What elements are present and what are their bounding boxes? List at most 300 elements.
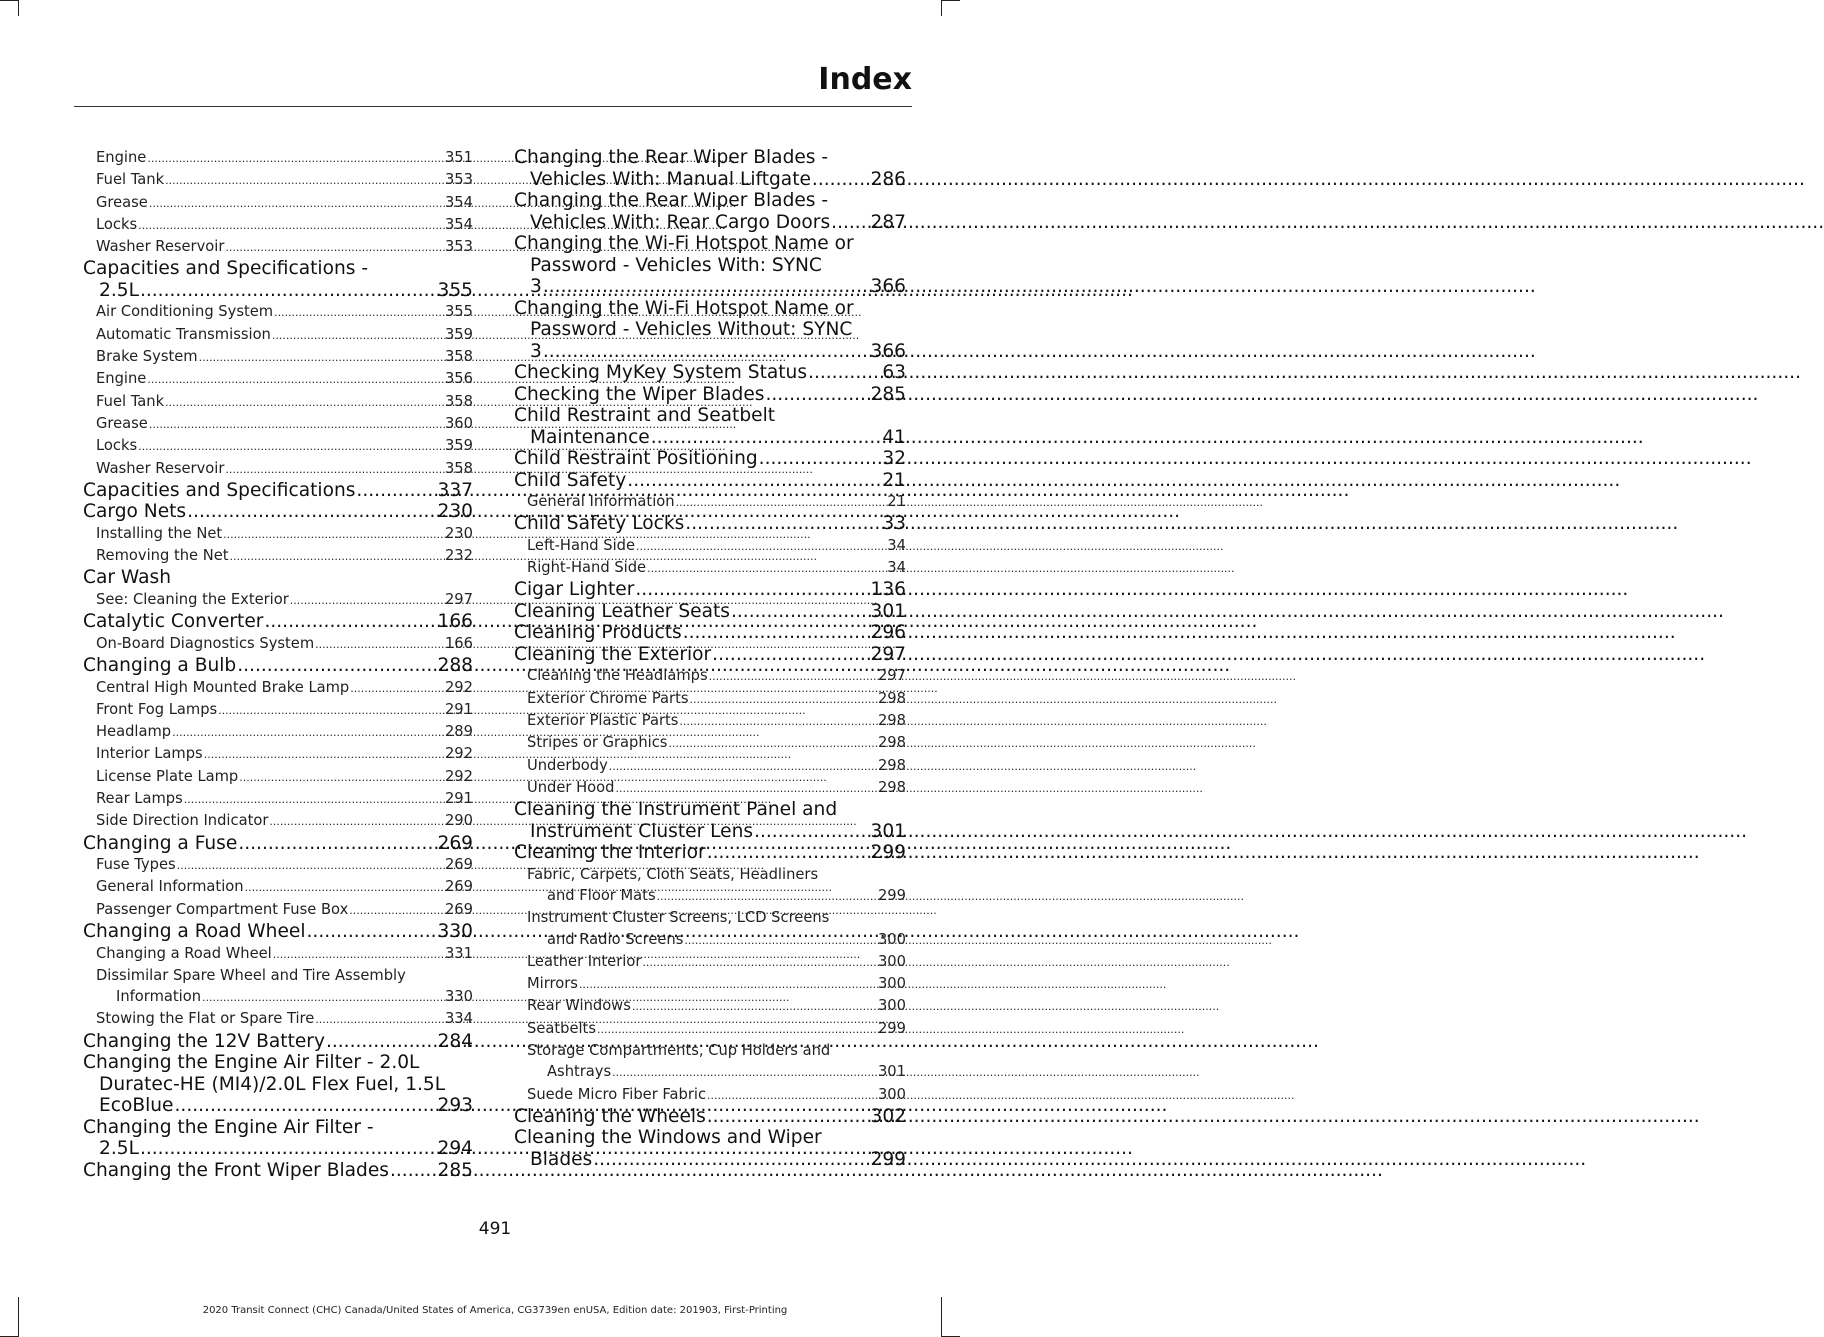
index-entry[interactable] — [83, 1031, 473, 1053]
dot-leader — [759, 448, 882, 470]
dot-leader — [627, 470, 881, 492]
entry-line — [96, 324, 473, 346]
entry-line — [96, 458, 473, 480]
page-ref: 356 — [444, 370, 473, 388]
page-ref: 299 — [877, 886, 906, 904]
dot-leader — [175, 1095, 437, 1117]
entry-line — [83, 833, 473, 855]
page-ref: 299 — [877, 1019, 906, 1037]
entry-line — [83, 501, 473, 523]
index-subentry[interactable] — [96, 169, 473, 191]
entry-title: Instrument Cluster Lens — [530, 820, 754, 842]
entry-line — [96, 413, 473, 435]
entry-title: Child Safety — [514, 469, 627, 491]
dot-leader — [597, 1018, 877, 1040]
index-column-right — [514, 147, 906, 1170]
index-entry[interactable] — [83, 921, 473, 943]
dot-leader — [202, 986, 444, 1008]
page-ref: 300 — [877, 952, 906, 970]
index-entry[interactable] — [83, 258, 473, 301]
entry-line — [527, 929, 906, 951]
page-ref: 300 — [877, 1085, 906, 1103]
index-subentry[interactable] — [96, 435, 473, 457]
page-ref: 353 — [444, 238, 473, 256]
entry-title: Engine — [96, 370, 147, 388]
dot-leader — [765, 384, 869, 406]
entry-title: Checking the Wiper Blades — [514, 383, 765, 405]
dot-leader — [350, 677, 444, 699]
dot-leader — [632, 995, 877, 1017]
entry-line — [96, 301, 473, 323]
page-ref: 285 — [437, 1159, 473, 1181]
page-ref: 298 — [877, 734, 906, 752]
crop-mark — [18, 1297, 19, 1337]
index-entry[interactable] — [514, 799, 906, 842]
page-ref: 360 — [444, 414, 473, 432]
entry-title: Engine — [96, 149, 147, 166]
index-entry[interactable] — [514, 622, 906, 644]
entry-title: Under Hood — [527, 778, 615, 796]
entry-line — [527, 885, 906, 907]
dot-leader — [808, 362, 881, 384]
dot-leader — [272, 324, 444, 346]
dot-leader — [812, 169, 870, 191]
crop-mark — [941, 1297, 942, 1337]
dot-leader — [177, 854, 444, 876]
dot-leader — [225, 236, 444, 258]
page-ref: 286 — [870, 168, 906, 190]
entry-title: Suede Micro Fiber Fabric — [527, 1085, 707, 1103]
page-ref: 166 — [437, 611, 473, 633]
dot-leader — [390, 1160, 437, 1182]
entry-title: and Radio Screens — [547, 930, 684, 948]
index-entry[interactable] — [514, 1127, 906, 1170]
page-ref: 41 — [882, 426, 906, 448]
index-subentry[interactable] — [527, 732, 906, 754]
entry-title: Central High Mounted Brake Lamp — [96, 678, 350, 696]
dot-leader — [356, 480, 436, 502]
index-entry[interactable] — [514, 362, 906, 384]
index-entry[interactable] — [514, 298, 906, 363]
index-subentry[interactable] — [96, 854, 473, 876]
entry-title-line: Dissimilar Spare Wheel and Tire Assembly — [96, 966, 406, 984]
entry-title: Underbody — [527, 756, 608, 774]
entry-title-line: Duratec-HE (MI4)/2.0L Flex Fuel, 1.5L — [99, 1073, 446, 1095]
entry-line — [96, 169, 473, 191]
entry-line — [83, 280, 473, 302]
index-subentry[interactable] — [527, 557, 906, 579]
page-ref: 300 — [877, 975, 906, 993]
dot-leader — [676, 491, 887, 513]
dot-leader — [579, 973, 877, 995]
index-entry[interactable] — [514, 190, 906, 233]
page-ref: 269 — [444, 878, 473, 896]
index-entry[interactable] — [514, 601, 906, 623]
index-subentry[interactable] — [96, 943, 473, 965]
index-subentry[interactable] — [96, 766, 473, 788]
page-ref: 296 — [870, 622, 906, 644]
index-subentry[interactable] — [96, 633, 473, 655]
entry-line — [96, 721, 473, 743]
entry-line — [96, 810, 473, 832]
page-ref: 292 — [444, 745, 473, 763]
entry-line — [96, 788, 473, 810]
dot-leader — [609, 755, 877, 777]
entry-title: Rear Lamps — [96, 790, 183, 808]
page-ref: 300 — [877, 930, 906, 948]
index-entry[interactable] — [514, 384, 906, 406]
index-subentry[interactable] — [96, 965, 473, 1009]
index-subentry[interactable] — [96, 1008, 473, 1030]
entry-line — [514, 579, 906, 601]
entry-title: EcoBlue — [99, 1095, 174, 1117]
page-ref: 351 — [444, 149, 473, 166]
entry-title: Catalytic Converter — [83, 611, 264, 633]
page-ref: 359 — [444, 325, 473, 343]
index-subentry[interactable] — [527, 1018, 906, 1040]
entry-title: Cleaning the Exterior — [514, 643, 712, 665]
entry-line — [527, 535, 906, 557]
page-ref: 291 — [444, 700, 473, 718]
index-subentry[interactable] — [96, 214, 473, 236]
entry-line — [527, 665, 906, 687]
entry-title: Changing the Front Wiper Blades — [83, 1159, 389, 1181]
dot-leader — [269, 810, 444, 832]
index-subentry[interactable] — [96, 413, 473, 435]
entry-line — [527, 732, 906, 754]
entry-line — [514, 341, 906, 363]
entry-line — [514, 384, 906, 406]
entry-line — [96, 633, 473, 655]
dot-leader — [225, 458, 444, 480]
index-subentry[interactable] — [527, 995, 906, 1017]
page-ref: 301 — [870, 600, 906, 622]
page-ref: 298 — [877, 711, 906, 729]
dot-leader — [187, 501, 436, 523]
entry-line — [96, 545, 473, 567]
page-ref: 288 — [437, 655, 473, 677]
entry-title: Removing the Net — [96, 547, 229, 565]
index-subentry[interactable] — [96, 876, 473, 898]
index-entry[interactable] — [83, 1052, 473, 1117]
index-entry[interactable] — [514, 147, 906, 190]
entry-title: See: Cleaning the Exterior — [96, 590, 289, 608]
entry-title: Fuel Tank — [96, 171, 165, 189]
entry-line — [96, 743, 473, 765]
dot-leader — [731, 601, 870, 623]
entry-line — [83, 1031, 473, 1053]
index-subentry[interactable] — [527, 864, 906, 908]
index-entry[interactable] — [514, 470, 906, 492]
page-ref: 230 — [444, 524, 473, 542]
page-ref: 63 — [882, 362, 906, 383]
entry-line — [96, 214, 473, 236]
entry-line — [96, 391, 473, 413]
entry-title: Seatbelts — [527, 1019, 596, 1037]
index-entry[interactable] — [83, 480, 473, 502]
entry-line — [527, 973, 906, 995]
entry-line — [96, 523, 473, 545]
index-subentry[interactable] — [96, 589, 473, 611]
entry-line — [514, 427, 906, 449]
index-subentry[interactable] — [527, 973, 906, 995]
page-ref: 290 — [444, 812, 473, 830]
page-ref: 355 — [444, 303, 473, 321]
entry-line — [514, 644, 906, 666]
page-ref: 269 — [444, 900, 473, 918]
entry-title: Changing a Bulb — [83, 655, 237, 677]
page-ref: 287 — [870, 211, 906, 233]
dot-leader — [642, 951, 877, 973]
page-ref: 34 — [887, 536, 906, 554]
entry-line — [96, 699, 473, 721]
dot-leader — [140, 1138, 437, 1160]
index-subentry[interactable] — [527, 777, 906, 799]
index-entry[interactable] — [514, 513, 906, 535]
index-subentry[interactable] — [96, 324, 473, 346]
page-ref: 354 — [444, 215, 473, 233]
entry-title: Changing a Road Wheel — [96, 944, 272, 962]
index-subentry[interactable] — [527, 1084, 906, 1106]
page-ref: 334 — [444, 1010, 473, 1028]
dot-leader — [635, 579, 869, 601]
index-subentry[interactable] — [96, 458, 473, 480]
entry-line — [514, 212, 906, 234]
entry-title: Fuse Types — [96, 856, 176, 874]
index-entry[interactable] — [514, 644, 906, 666]
dot-leader — [165, 169, 444, 191]
index-entry[interactable] — [83, 501, 473, 523]
index-subentry[interactable] — [527, 710, 906, 732]
index-subentry[interactable] — [527, 665, 906, 687]
entry-title: Headlamp — [96, 723, 172, 741]
crop-mark — [941, 0, 942, 16]
page-ref: 297 — [444, 590, 473, 608]
entry-title: Ashtrays — [547, 1063, 612, 1081]
index-subentry[interactable] — [527, 907, 906, 951]
dot-leader — [147, 368, 444, 390]
entry-line — [527, 710, 906, 732]
index-subentry[interactable] — [96, 346, 473, 368]
entry-title: Child Safety Locks — [514, 513, 685, 535]
entry-line — [96, 854, 473, 876]
entry-line — [96, 677, 473, 699]
entry-line — [514, 1149, 906, 1171]
entry-title: Locks — [96, 437, 138, 455]
page-ref: 353 — [444, 171, 473, 189]
entry-title-line: Changing the Rear Wiper Blades - — [514, 190, 829, 211]
page-ref: 299 — [870, 842, 906, 864]
index-entry[interactable] — [514, 448, 906, 470]
entry-title: Interior Lamps — [96, 745, 203, 763]
index-entry[interactable] — [83, 611, 473, 633]
index-subentry[interactable] — [96, 192, 473, 214]
dot-leader — [218, 699, 444, 721]
index-subentry[interactable] — [527, 688, 906, 710]
index-subentry[interactable] — [96, 810, 473, 832]
entry-title-line: Cleaning the Instrument Panel and — [514, 799, 838, 821]
entry-line — [527, 755, 906, 777]
index-subentry[interactable] — [527, 535, 906, 557]
entry-title: Stowing the Flat or Spare Tire — [96, 1010, 315, 1028]
page-ref: 166 — [444, 634, 473, 652]
dot-leader — [149, 413, 444, 435]
page-ref: 366 — [870, 276, 906, 297]
entry-title-line: Capacities and Specifications - — [83, 258, 369, 280]
page-ref: 294 — [437, 1138, 473, 1160]
entry-title: Vehicles With: Manual Liftgate — [530, 168, 811, 190]
page-ref: 269 — [437, 832, 473, 854]
dot-leader — [707, 1106, 870, 1128]
index-subentry[interactable] — [527, 755, 906, 777]
index-subentry[interactable] — [96, 788, 473, 810]
entry-title-line: Changing the Engine Air Filter - 2.0L — [83, 1052, 420, 1074]
entry-title: Stripes or Graphics — [527, 734, 668, 752]
entry-line — [83, 1095, 473, 1117]
dot-leader — [543, 341, 870, 363]
index-subentry[interactable] — [96, 368, 473, 390]
dot-leader — [685, 513, 881, 535]
entry-title: Car Wash — [83, 567, 171, 589]
entry-line — [96, 192, 473, 214]
entry-line — [96, 876, 473, 898]
index-subentry[interactable] — [96, 147, 473, 169]
page-ref: 358 — [444, 348, 473, 366]
dot-leader — [684, 929, 877, 951]
entry-title: 2.5L — [99, 1138, 139, 1160]
index-entry[interactable] — [83, 1160, 473, 1182]
entry-title: Cargo Nets — [83, 501, 187, 523]
entry-title: Left-Hand Side — [527, 536, 636, 554]
entry-line — [527, 1061, 906, 1083]
entry-line — [83, 611, 473, 633]
dot-leader — [237, 655, 436, 677]
entry-title-line: Child Restraint and Seatbelt — [514, 405, 776, 426]
dot-leader — [238, 833, 436, 855]
entry-title: Installing the Net — [96, 524, 223, 542]
dot-leader — [307, 921, 437, 943]
dot-leader — [636, 535, 886, 557]
footer-edition-info: 2020 Transit Connect (CHC) Canada/United States of America, CG3739en enUSA, Edition date: 201903, First-Printing — [202, 1305, 788, 1316]
entry-line — [514, 470, 906, 492]
index-entry[interactable] — [83, 1117, 473, 1160]
index-entry[interactable] — [83, 567, 473, 589]
entry-title: Cigar Lighter — [514, 579, 635, 601]
entry-line — [514, 448, 906, 470]
entry-title: General Information — [527, 493, 675, 510]
page-ref: 232 — [444, 547, 473, 565]
dot-leader — [147, 147, 444, 169]
page-ref: 330 — [437, 921, 473, 943]
index-entry[interactable] — [514, 405, 906, 448]
index-column-left — [83, 147, 473, 1181]
entry-line — [96, 236, 473, 258]
entry-line — [514, 362, 906, 384]
entry-title: Washer Reservoir — [96, 238, 225, 256]
index-subentry[interactable] — [96, 899, 473, 921]
entry-title: Changing a Road Wheel — [83, 921, 306, 943]
index-subentry[interactable] — [96, 301, 473, 323]
entry-title: 3 — [530, 340, 542, 362]
entry-title: Changing the 12V Battery — [83, 1030, 325, 1052]
index-entry[interactable] — [514, 233, 906, 298]
dot-leader — [754, 821, 869, 843]
dot-leader — [543, 276, 870, 298]
dot-leader — [315, 1008, 444, 1030]
index-subentry[interactable] — [96, 236, 473, 258]
entry-line — [96, 147, 473, 169]
page-ref: 301 — [877, 1063, 906, 1081]
entry-line — [527, 688, 906, 710]
entry-title-line: Password - Vehicles Without: SYNC — [530, 319, 853, 340]
entry-line — [514, 601, 906, 623]
entry-title-line: Changing the Engine Air Filter - — [83, 1116, 374, 1138]
entry-title: Cleaning Leather Seats — [514, 600, 730, 622]
page-ref: 284 — [437, 1030, 473, 1052]
page-ref: 34 — [887, 559, 906, 577]
dot-leader — [245, 876, 444, 898]
dot-leader — [647, 557, 886, 579]
index-subentry[interactable] — [96, 523, 473, 545]
index-subentry[interactable] — [96, 391, 473, 413]
index-subentry[interactable] — [96, 743, 473, 765]
page-ref: 330 — [444, 988, 473, 1006]
index-subentry[interactable] — [96, 699, 473, 721]
index-subentry[interactable] — [527, 951, 906, 973]
index-subentry[interactable] — [527, 1040, 906, 1084]
index-entry[interactable] — [514, 1106, 906, 1128]
entry-line — [527, 491, 906, 513]
dot-leader — [707, 842, 870, 864]
entry-title: Brake System — [96, 348, 198, 366]
entry-title: 3 — [530, 276, 542, 297]
dot-leader — [349, 899, 444, 921]
entry-title: Side Direction Indicator — [96, 812, 269, 830]
page-title: Index — [818, 62, 912, 97]
entry-title: Blades — [530, 1148, 593, 1170]
entry-line — [514, 513, 906, 535]
entry-title: Mirrors — [527, 975, 578, 993]
index-entry[interactable] — [514, 842, 906, 864]
page-ref: 358 — [444, 459, 473, 477]
dot-leader — [264, 611, 436, 633]
entry-title: Grease — [96, 193, 148, 211]
index-subentry[interactable] — [96, 545, 473, 567]
entry-title: Changing a Fuse — [83, 832, 238, 854]
index-subentry[interactable] — [96, 721, 473, 743]
entry-line — [527, 557, 906, 579]
index-entry[interactable] — [83, 833, 473, 855]
page-ref: 33 — [882, 513, 906, 535]
entry-title: and Floor Mats — [547, 886, 656, 904]
entry-line — [514, 169, 906, 191]
dot-leader — [683, 622, 870, 644]
entry-line — [83, 655, 473, 677]
dot-leader — [657, 885, 877, 907]
dot-leader — [290, 589, 444, 611]
index-subentry[interactable] — [96, 677, 473, 699]
page-ref: 293 — [437, 1095, 473, 1117]
index-entry[interactable] — [514, 579, 906, 601]
entry-line — [96, 589, 473, 611]
entry-title: Fuel Tank — [96, 392, 165, 410]
entry-title: 2.5L — [99, 279, 139, 301]
page-ref: 331 — [444, 944, 473, 962]
index-subentry[interactable] — [527, 491, 906, 513]
index-entry[interactable] — [83, 655, 473, 677]
entry-title: Cleaning the Wheels — [514, 1105, 706, 1127]
entry-title: General Information — [96, 878, 244, 896]
